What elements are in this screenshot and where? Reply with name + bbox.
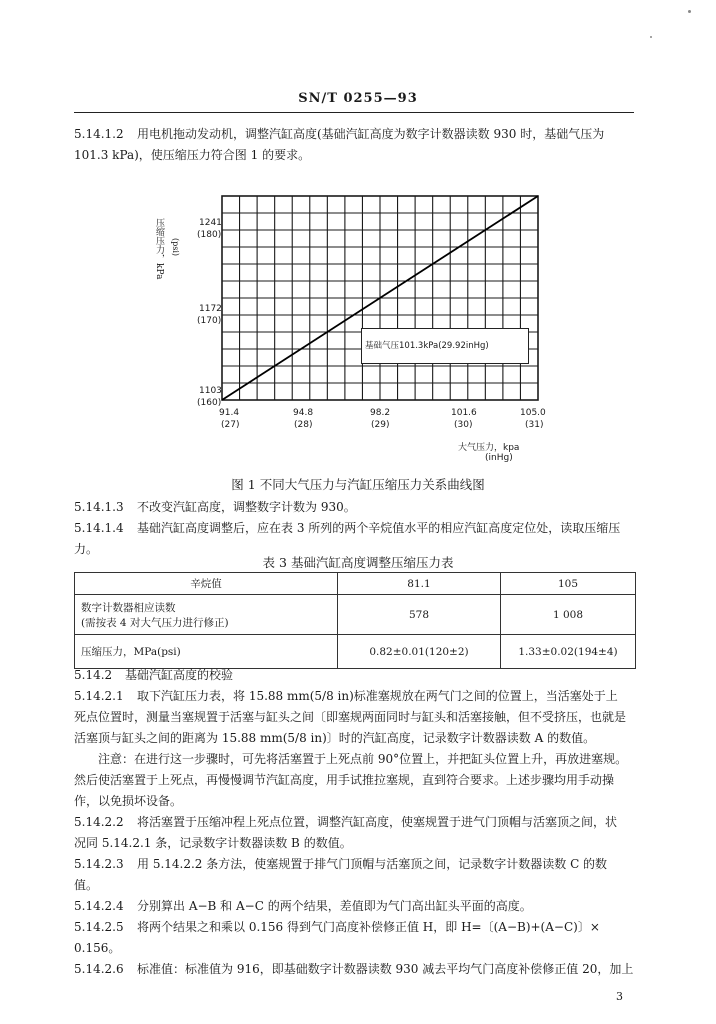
table-row-label-line: (需按表 4 对大气压力进行修正) (81, 616, 229, 629)
note-text: 注意：在进行这一步骤时，可先将活塞置于上死点前 90°位置上，并把缸头位置上升，再放进塞规。 (98, 752, 628, 766)
y-tick-label: 1103 (199, 386, 222, 396)
x-tick-label: (27) (221, 420, 240, 430)
y-tick-label: 1172 (199, 304, 222, 314)
figure-1 (140, 190, 580, 470)
scan-speck (688, 10, 691, 13)
table-cell: 0.82±0.01(120±2) (338, 635, 501, 669)
table-cell: 1.33±0.02(194±4) (501, 635, 636, 669)
table-row-label-line: 数字计数器相应读数 (81, 601, 176, 614)
y-tick-label: (160) (197, 398, 222, 408)
clause-number: 5.14.2.3 (74, 857, 124, 871)
x-tick-label: 98.2 (370, 408, 391, 418)
annotation-text: 基础气压101.3kPa(29.92inHg) (365, 341, 489, 351)
scan-speck (650, 36, 652, 38)
clause-number: 5.14.2.2 (74, 815, 124, 829)
y-axis-title: 压缩压力，kPa (154, 218, 164, 280)
x-tick-label: (29) (371, 420, 390, 430)
paragraph-text: 用 5.14.2.2 条方法，使塞规置于排气门顶帽与活塞顶之间，记录数字计数器读数 C 的数 (137, 857, 608, 871)
paragraph-text: 力。 (74, 542, 99, 556)
header-rule (74, 112, 634, 113)
clause-number: 5.14.2.4 (74, 899, 124, 913)
table-row (75, 635, 636, 669)
paragraph-text: 分别算出 A−B 和 A−C 的两个结果，差值即为气门高出缸头平面的高度。 (137, 899, 532, 913)
note-text: 作，以免损坏设备。 (74, 794, 183, 808)
table-3 (74, 572, 636, 669)
clause-number: 5.14.1.3 (74, 500, 124, 514)
x-axis-title: 大气压力，kpa (458, 443, 520, 453)
paragraph-text: 用电机拖动发动机，调整汽缸高度(基础汽缸高度为数字计数器读数 930 时，基础气压为 (137, 127, 605, 141)
clause-number: 5.14.2.1 (74, 689, 124, 703)
table-row (75, 595, 636, 635)
paragraph-text: 标准值：标准值为 916，即基础数字计数器读数 930 减去平均气门高度补偿修正值 20，加上 (137, 962, 634, 976)
table-header-cell: 105 (501, 573, 636, 595)
figure-caption: 图 1 不同大气压力与汽缸压缩压力关系曲线图 (231, 477, 485, 492)
table-title: 表 3 基础汽缸高度调整压缩压力表 (262, 555, 454, 570)
paragraph-text: 值。 (74, 878, 99, 892)
y-tick-label: (180) (197, 230, 222, 240)
table-header-row (75, 573, 636, 595)
y-tick-label: 1241 (199, 218, 222, 228)
paragraph-text: 将两个结果之和乘以 0.156 得到气门高度补偿修正值 H，即 H=〔(A−B)+(A−C)〕× (137, 920, 600, 934)
x-tick-label: 105.0 (520, 408, 546, 418)
table-cell: 1 008 (501, 595, 636, 635)
document-header: SN/T 0255—93 (298, 91, 418, 106)
table-row-label (75, 595, 338, 635)
x-tick-label: (30) (454, 420, 473, 430)
x-tick-label: 101.6 (451, 408, 477, 418)
x-tick-label: 91.4 (219, 408, 240, 418)
x-axis-unit: (inHg) (485, 453, 513, 463)
paragraph-text: 取下汽缸压力表，将 15.88 mm(5/8 in)标准塞规放在两气门之间的位置上，当活塞处于上 (137, 689, 618, 703)
paragraph-text: 0.156。 (74, 941, 121, 955)
section-number: 5.14.2 (74, 668, 113, 682)
paragraph-text: 死点位置时，测量当塞规置于活塞与缸头之间〔即塞规两面同时与缸头和活塞接触，但不受挤压，也就是 (74, 710, 627, 724)
note-text: 然后使活塞置于上死点，再慢慢调节汽缸高度，用手试推拉塞规，直到符合要求。上述步骤均用手动操 (74, 773, 615, 787)
x-tick-label: (28) (294, 420, 313, 430)
table-header-cell: 81.1 (338, 573, 501, 595)
y-tick-label: (170) (197, 316, 222, 326)
x-tick-label: 94.8 (293, 408, 314, 418)
page-number: 3 (616, 990, 623, 1003)
section-title: 基础汽缸高度的校验 (125, 668, 234, 682)
clause-number: 5.14.2.6 (74, 962, 124, 976)
table-row-label: 压缩压力，MPa(psi) (75, 635, 338, 669)
paragraph-text: 将活塞置于压缩冲程上死点位置，调整汽缸高度，使塞规置于进气门顶帽与活塞顶之间，状 (137, 815, 618, 829)
paragraph-text: 况同 5.14.2.1 条，记录数字计数器读数 B 的数值。 (74, 836, 352, 850)
clause-number: 5.14.1.4 (74, 521, 124, 535)
x-tick-label: (31) (525, 420, 544, 430)
paragraph-text: 活塞顶与缸头之间的距离为 15.88 mm(5/8 in)〕时的汽缸高度，记录数字计数器读数 A 的数值。 (74, 731, 596, 745)
paragraph-text: 101.3 kPa)，使压缩压力符合图 1 的要求。 (74, 148, 311, 162)
paragraph-text: 基础汽缸高度调整后，应在表 3 所列的两个辛烷值水平的相应汽缸高度定位处，读取压缩压 (137, 521, 621, 535)
clause-number: 5.14.2.5 (74, 920, 124, 934)
clause-number: 5.14.1.2 (74, 127, 124, 141)
table-cell: 578 (338, 595, 501, 635)
y-axis-unit: (psi) (171, 238, 180, 257)
paragraph-text: 不改变汽缸高度，调整数字计数为 930。 (137, 500, 356, 514)
table-header-cell: 辛烷值 (75, 573, 338, 595)
